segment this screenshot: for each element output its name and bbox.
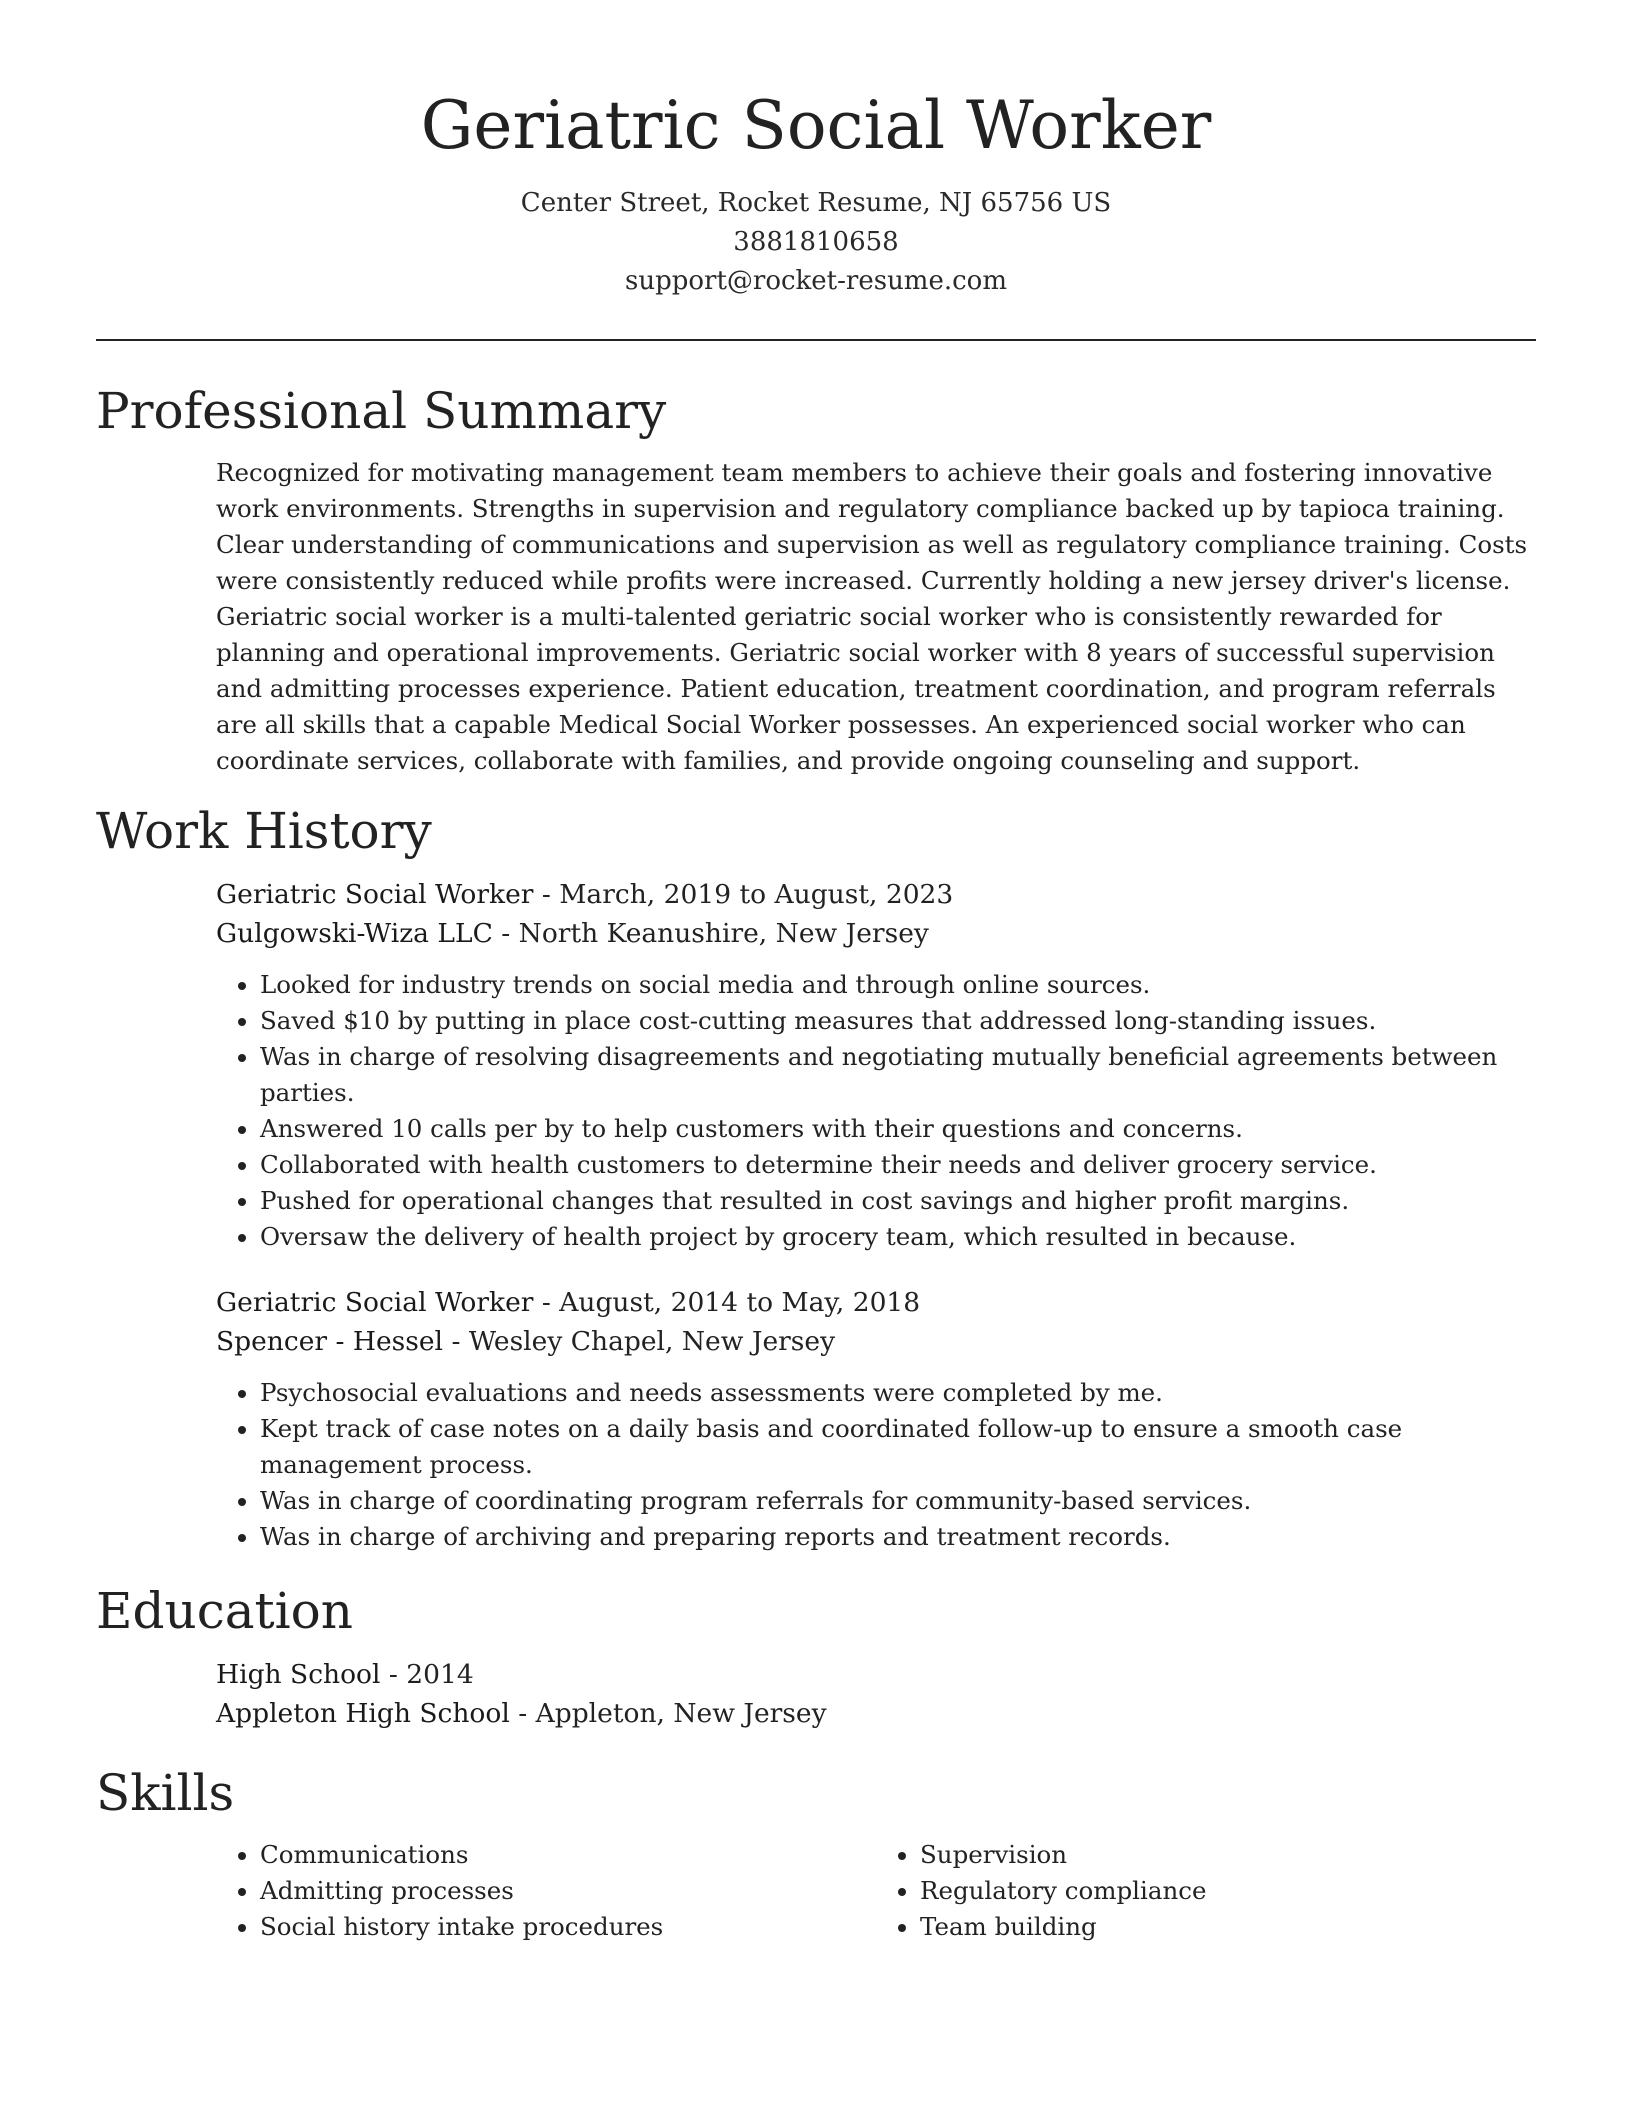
job-entry [216, 875, 1536, 1255]
education-degree-line [216, 1655, 1536, 1694]
email: support@rocket-resume.com [624, 266, 1007, 296]
skills-column-left [216, 1837, 876, 1945]
job-bullets [216, 967, 1536, 1255]
job-dates: - August, 2014 to May, 2018 [533, 1287, 921, 1318]
education-school-line [216, 1694, 1536, 1733]
address: Center Street, Rocket Resume, NJ 65756 US [520, 188, 1112, 218]
job-bullet: • Psychosocial evaluations and needs assessments were completed by me. [260, 1375, 1536, 1411]
job-title-line [216, 1283, 1536, 1322]
summary-heading: Professional Summary [96, 382, 667, 440]
job-bullet: • Answered 10 calls per by to help customers with their questions and concerns. [260, 1111, 1536, 1147]
job-bullet: • Was in charge of archiving and preparing reports and treatment records. [260, 1519, 1536, 1555]
job-dates: - March, 2019 to August, 2023 [533, 879, 954, 910]
skills-column-right [876, 1837, 1536, 1945]
job-title-line [216, 875, 1536, 914]
skill-item: • Admitting processes [260, 1873, 876, 1909]
skills-heading: Skills [96, 1764, 235, 1822]
skill-item: • Supervision [920, 1837, 1536, 1873]
skills-grid [216, 1837, 1536, 1945]
skill-item: • Communications [260, 1837, 876, 1873]
phone: 3881810658 [733, 227, 899, 257]
resume-header [96, 0, 1536, 301]
contact-info [96, 184, 1536, 301]
education-year: - 2014 [380, 1659, 474, 1690]
job-position: Geriatric Social Worker [216, 1287, 534, 1318]
job-bullet: • Kept track of case notes on a daily basis and coordinated follow-up to ensure a smooth case management process. [260, 1411, 1536, 1483]
education-school: Appleton High School [216, 1698, 510, 1729]
job-location: - North Keanushire, New Jersey [492, 918, 929, 949]
skill-item: • Social history intake procedures [260, 1909, 876, 1945]
job-company-line [216, 1322, 1536, 1361]
job-company: Spencer - Hessel [216, 1326, 444, 1357]
education-heading: Education [96, 1582, 353, 1640]
job-position: Geriatric Social Worker [216, 879, 534, 910]
summary-text: Recognized for motivating management team members to achieve their goals and fostering innovative work environments. Strengths in supervision and regulatory compliance backed up by tapioca training. Clear understanding of communications and supervision as well as regulatory compliance training. Costs were consistently reduced while profits were increased. Currently holding a new jersey driver's license. Geriatric social worker is a multi-talented geriatric social worker who is consistently rewarded for planning and operational improvements. Geriatric social worker with 8 years of successful supervision and admitting processes experience. Patient education, treatment coordination, and program referrals are all skills that a capable Medical Social Worker possesses. An experienced social worker who can coordinate services, collaborate with families, and provide ongoing counseling and support. [216, 458, 1528, 775]
job-bullet: • Looked for industry trends on social media and through online sources. [260, 967, 1536, 1003]
job-company: Gulgowski-Wiza LLC [216, 918, 493, 949]
work-history-list [96, 875, 1536, 1555]
skill-item: • Team building [920, 1909, 1536, 1945]
job-location: - Wesley Chapel, New Jersey [443, 1326, 836, 1357]
job-bullet: • Pushed for operational changes that resulted in cost savings and higher profit margins. [260, 1183, 1536, 1219]
education-location: - Appleton, New Jersey [509, 1698, 827, 1729]
job-bullet: • Saved $10 by putting in place cost-cutting measures that addressed long-standing issues. [260, 1003, 1536, 1039]
job-company-line [216, 914, 1536, 953]
job-bullet: • Was in charge of resolving disagreements and negotiating mutually beneficial agreements between parties. [260, 1039, 1536, 1111]
job-bullet: • Oversaw the delivery of health project by grocery team, which resulted in because. [260, 1219, 1536, 1255]
job-bullet: • Was in charge of coordinating program referrals for community-based services. [260, 1483, 1536, 1519]
work-history-heading: Work History [96, 802, 432, 860]
skill-item: • Regulatory compliance [920, 1873, 1536, 1909]
header-divider [96, 339, 1536, 341]
candidate-name: Geriatric Social Worker [420, 87, 1212, 164]
education-entry [96, 1655, 1536, 1733]
job-bullets [216, 1375, 1536, 1555]
job-bullet: • Collaborated with health customers to determine their needs and deliver grocery service. [260, 1147, 1536, 1183]
job-entry [216, 1283, 1536, 1555]
education-degree: High School [216, 1659, 381, 1690]
